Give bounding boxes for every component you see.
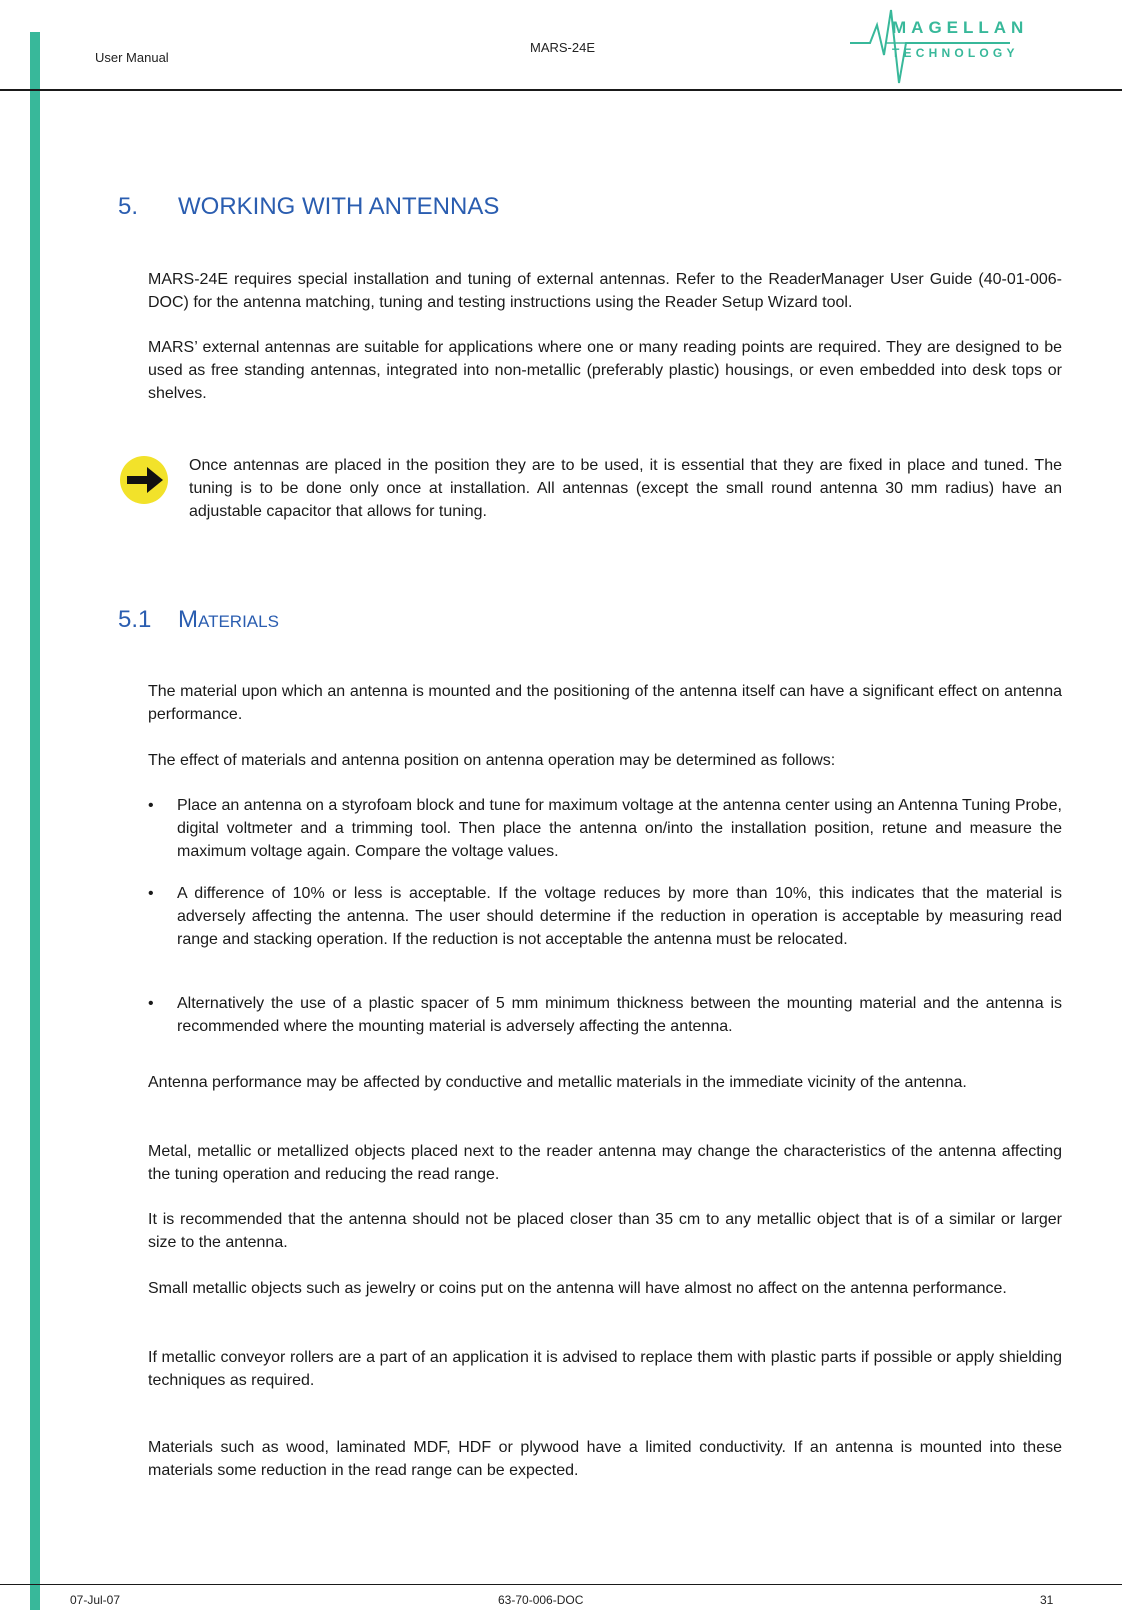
list-item <box>148 882 1062 951</box>
list-item-text: Alternatively the use of a plastic spacer of 5 mm minimum thickness between the mounting material and the antenna is recommended where the mounting material is adversely affecting the antenna. <box>177 995 1062 1035</box>
list-item <box>148 794 1062 863</box>
list-item-text: A difference of 10% or less is acceptable. If the voltage reduces by more than 10%, this indicates that the material is adversely affecting the antenna. The user should determine if the reduction in operation is acceptable by measuring read range and stacking operation. If the reduction is not acceptable the antenna must be relocated. <box>177 885 1062 948</box>
logo-wordmark: MAGELLAN <box>892 18 1029 37</box>
list-item-text: Place an antenna on a styrofoam block and tune for maximum voltage at the antenna center using an Antenna Tuning Probe, digital voltmeter and a trimming tool. Then place the antenna on/into the installation position, retune and measure the maximum voltage again. Compare the voltage values. <box>177 797 1062 860</box>
subsection-paragraph-1: The material upon which an antenna is mounted and the positioning of the antenna itself can have a significant effect on antenna performance. <box>148 683 1062 723</box>
note-arrow-icon <box>119 455 169 505</box>
subsection-paragraph-6: Small metallic objects such as jewelry or coins put on the antenna will have almost no affect on the antenna performance. <box>148 1280 1007 1297</box>
subsection-paragraph-2: The effect of materials and antenna position on antenna operation may be determined as follows: <box>148 752 836 769</box>
header-divider <box>0 89 1122 91</box>
subsection-paragraph-7: If metallic conveyor rollers are a part of an application it is advised to replace them with plastic parts if possible or apply shielding techniques as required. <box>148 1349 1062 1389</box>
subsection-heading <box>118 606 279 634</box>
left-accent-bar <box>30 32 40 1610</box>
subsection-number: 5.1 <box>118 606 152 633</box>
logo-pulse-icon <box>850 0 1040 86</box>
section-paragraph-1: MARS-24E requires special installation and tuning of external antennas. Refer to the ReaderManager User Guide (40-01-006-DOC) for the antenna matching, tuning and testing instructions using the Reader Setup Wizard tool. <box>148 271 1062 311</box>
subsection-paragraph-8: Materials such as wood, laminated MDF, HDF or plywood have a limited conductivity. If an antenna is mounted into these materials some reduction in the read range can be expected. <box>148 1439 1062 1479</box>
header-product-name: MARS-24E <box>530 40 596 55</box>
logo-subtitle: TECHNOLOGY <box>892 46 1019 60</box>
footer-page-number: 31 <box>1040 1593 1054 1607</box>
bullet-marker: • <box>148 885 154 902</box>
subsection-title: Materials <box>178 606 279 633</box>
footer-divider <box>0 1584 1122 1585</box>
magellan-logo <box>850 0 1040 86</box>
list-item <box>148 992 1062 1038</box>
note-paragraph: Once antennas are placed in the position they are to be used, it is essential that they are fixed in place and tuned. The tuning is to be done only once at installation. All antennas (except the small round antenna 30 mm radius) have an adjustable capacitor that allows for tuning. <box>189 457 1062 520</box>
section-paragraph-2: MARS’ external antennas are suitable for applications where one or many reading points are required. They are designed to be used as free standing antennas, integrated into non-metallic (preferably plastic) housings, or even embedded into desk tops or shelves. <box>148 339 1062 402</box>
footer-doc-number: 63-70-006-DOC <box>498 1593 584 1607</box>
bullet-marker: • <box>148 995 154 1012</box>
subsection-paragraph-3: Antenna performance may be affected by conductive and metallic materials in the immediate vicinity of the antenna. <box>148 1074 967 1091</box>
subsection-paragraph-4: Metal, metallic or metallized objects placed next to the reader antenna may change the characteristics of the antenna affecting the tuning operation and reducing the read range. <box>148 1143 1062 1183</box>
bullet-marker: • <box>148 797 154 814</box>
subsection-paragraph-5: It is recommended that the antenna should not be placed closer than 35 cm to any metallic object that is of a similar or larger size to the antenna. <box>148 1211 1062 1251</box>
footer-date: 07-Jul-07 <box>70 1593 121 1607</box>
header-doc-type: User Manual <box>95 50 169 65</box>
section-title: WORKING WITH ANTENNAS <box>178 193 500 220</box>
section-heading <box>118 193 499 221</box>
section-number: 5. <box>118 193 139 220</box>
